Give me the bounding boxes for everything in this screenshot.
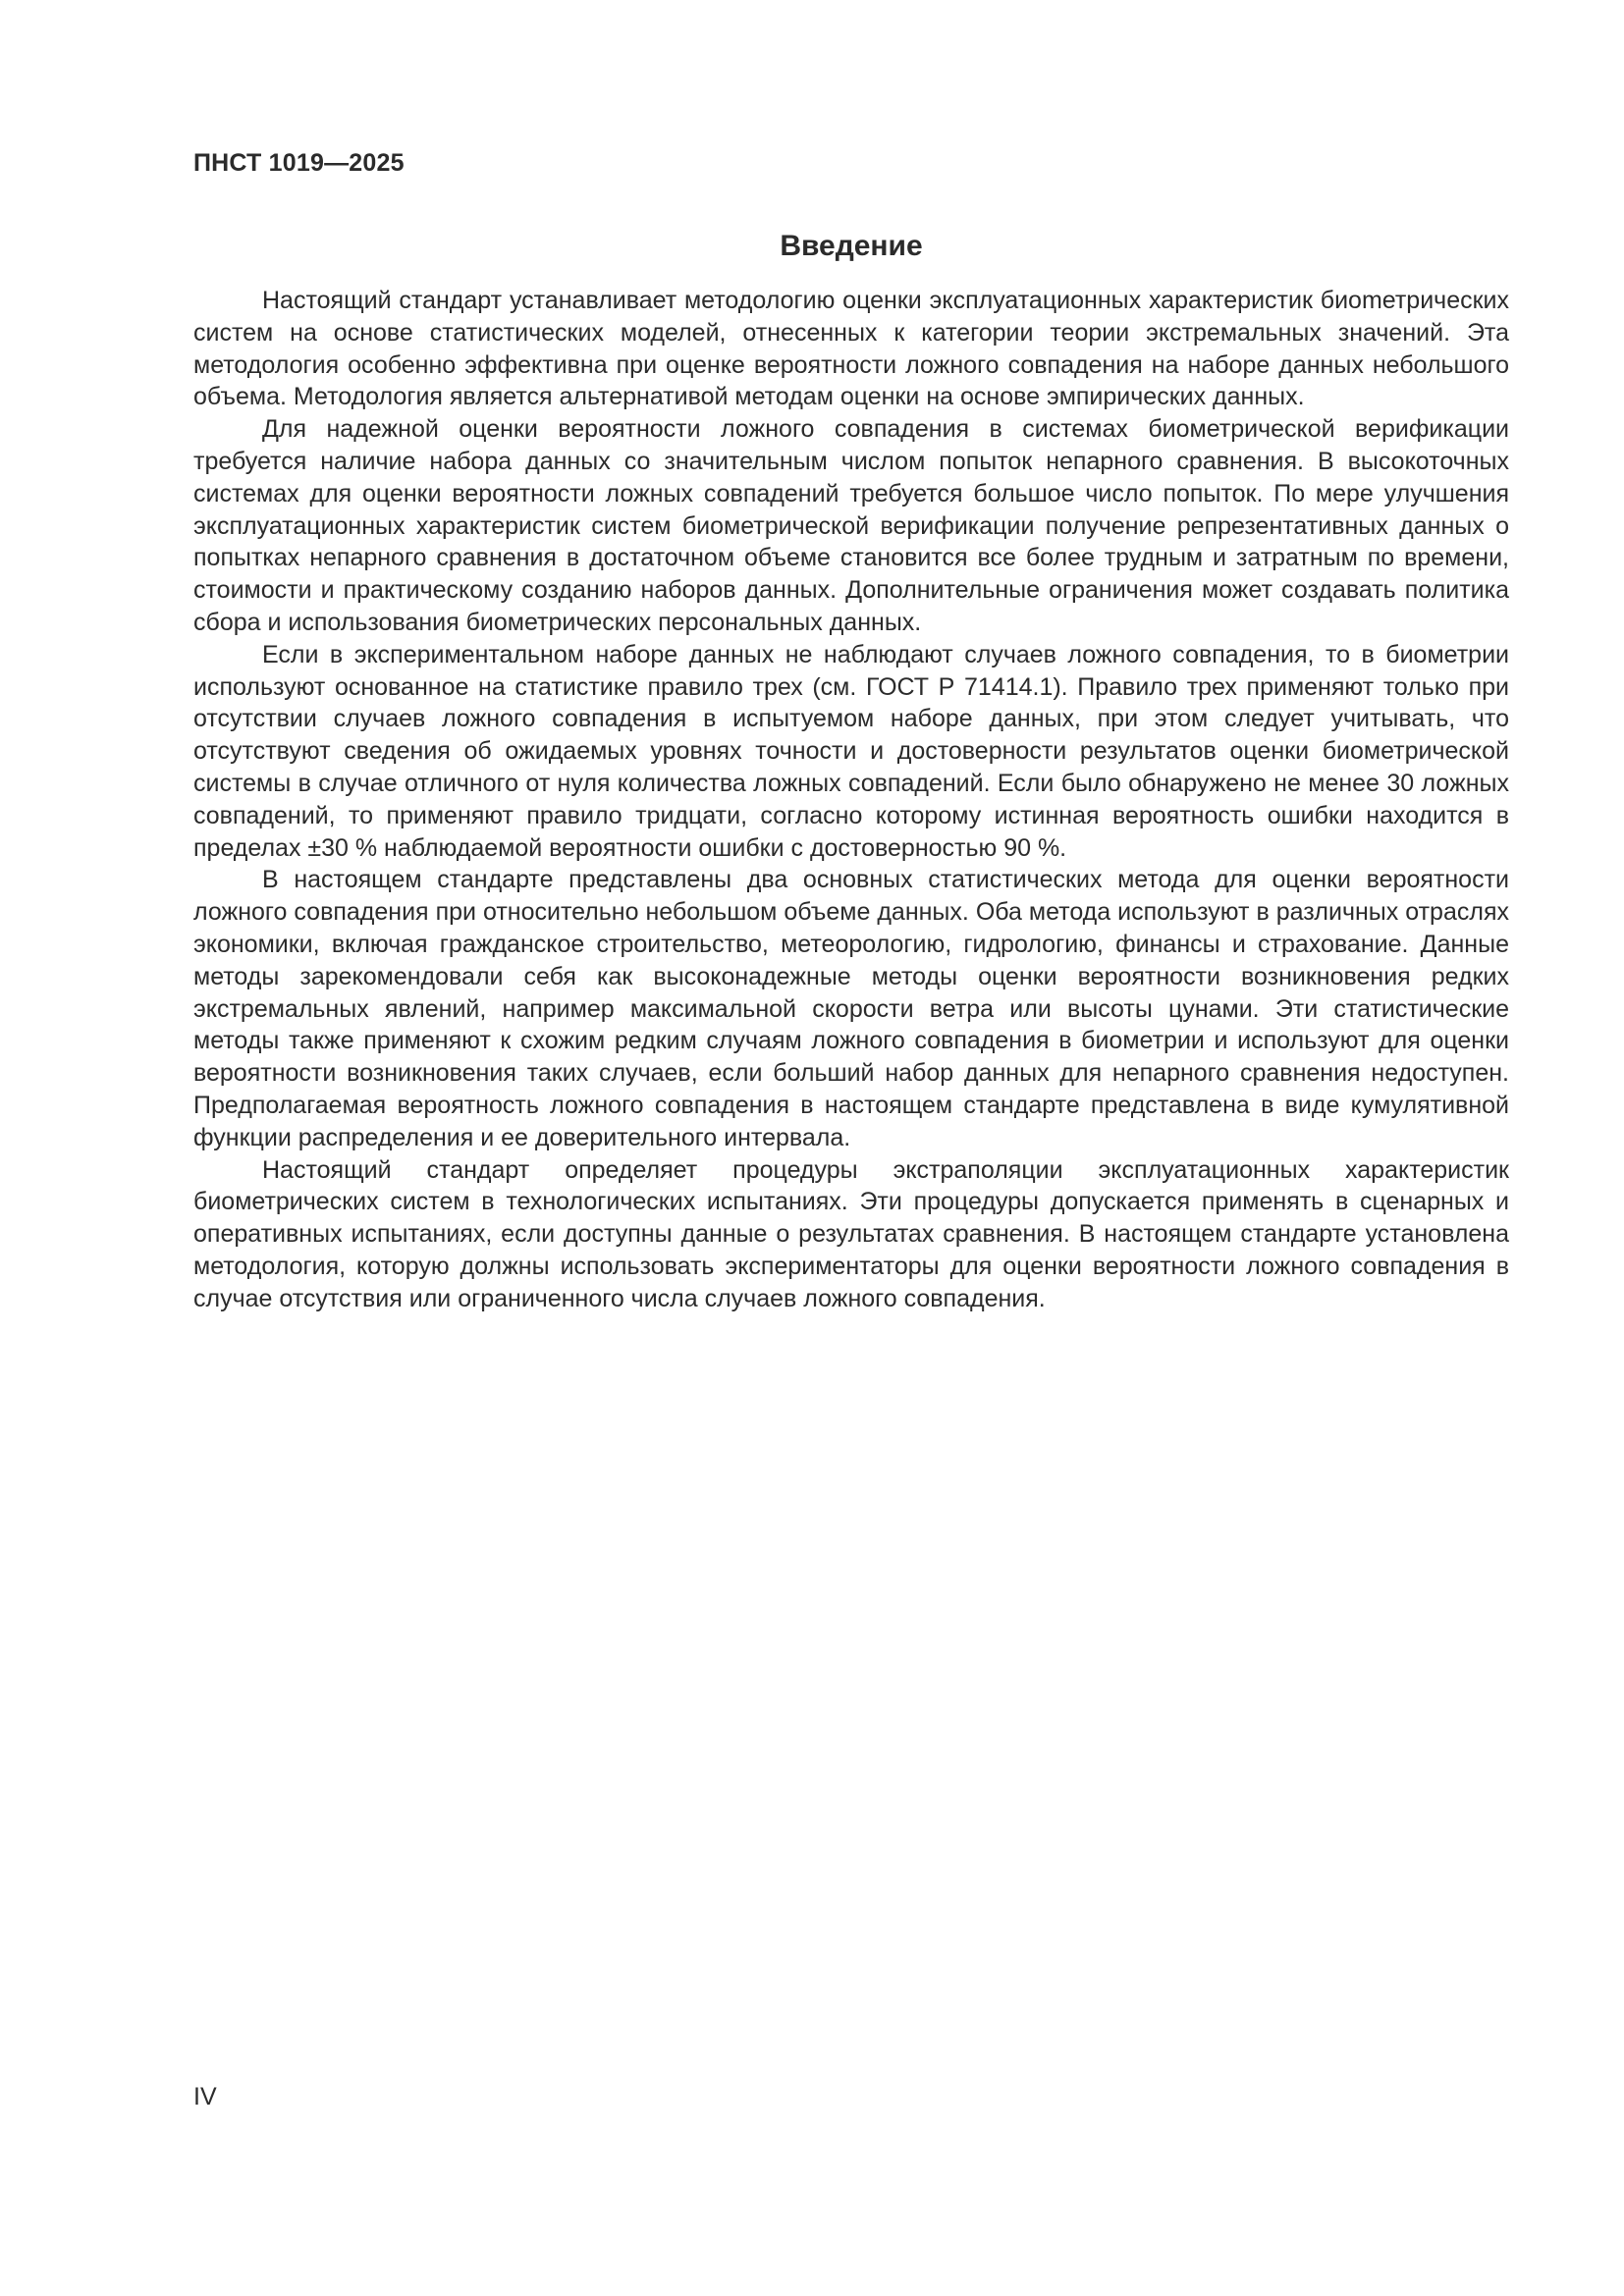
paragraph: Настоящий стандарт определяет процедуры экстраполяции эксплуатационных характеристик биометрических систем в технологических испытаниях. Эти процедуры допускается применять в сценарных и оперативных испытаниях, если доступны данные о результатах сравнения. В настоящем стандарте установлена методология, которую должны использовать экспериментаторы для оценки вероятности ложного совпадения в случае отсутствия или ограниченного числа случаев ложного совпадения. xyxy=(193,1155,1509,1312)
document-code-header: ПНСТ 1019—2025 xyxy=(193,149,405,177)
paragraph: В настоящем стандарте представлены два основных статистических метода для оценки вероятности ложного совпадения при относительно небольшом объеме данных. Оба метода используют в различных отраслях экономики, включая гражданское строительство, метеорологию, гидрологию, финансы и страхование. Данные методы зарекомендовали себя как высоконадежные методы оценки вероятности возникновения редких экстремальных явлений, например максимальной скорости ветра или высоты цунами. Эти статистические методы также применяют к схожим редким случаям ложного совпадения в биометрии и используют для оценки вероятности возникновения таких случаев, если больший набор данных для непарного сравнения недоступен. Предполагаемая вероятность ложного совпадения в настоящем стандарте представлена в виде кумулятивной функции распределения и ее доверительного интервала. xyxy=(193,866,1509,1151)
paragraph: Для надежной оценки вероятности ложного совпадения в системах биометрической верификации требуется наличие набора данных со значительным числом попыток непарного сравнения. В высокоточных системах для оценки вероятности ложных совпадений требуется большое число попыток. По мере улучшения эксплуатационных характеристик систем биометрической верификации получение репрезентативных данных о попытках непарного сравнения в достаточном объеме становится все более трудным и затратным по времени, стоимости и практическому созданию наборов данных. Дополнительные ограничения может создавать политика сбора и использования биометрических персональных данных. xyxy=(193,415,1509,636)
section-title: Введение xyxy=(780,230,923,262)
paragraph: Если в экспериментальном наборе данных не наблюдают случаев ложного совпадения, то в биометрии используют основанное на статистике правило трех (см. ГОСТ Р 71414.1). Правило трех применяют только при отсутствии случаев ложного совпадения в испытуемом наборе данных, при этом следует учитывать, что отсутствуют сведения об ожидаемых уровнях точности и достоверности результатов оценки биометрической системы в случае отличного от нуля количества ложных совпадений. Если было обнаружено не менее 30 ложных совпадений, то применяют правило тридцати, согласно которому истинная вероятность ошибки находится в пределах ±30 % наблюдаемой вероятности ошибки с достоверностью 90 %. xyxy=(193,640,1509,862)
introduction-body xyxy=(193,285,1509,1315)
paragraph: Настоящий стандарт устанавливает методологию оценки эксплуатационных характеристик биоmетрических систем на основе статистических моделей, отнесенных к категории теории экстремальных значений. Эта методология особенно эффективна при оценке вероятности ложного совпадения на наборе данных небольшого объема. Методология является альтернативой методам оценки на основе эмпирических данных. xyxy=(193,287,1509,411)
page-number: IV xyxy=(193,2083,217,2110)
